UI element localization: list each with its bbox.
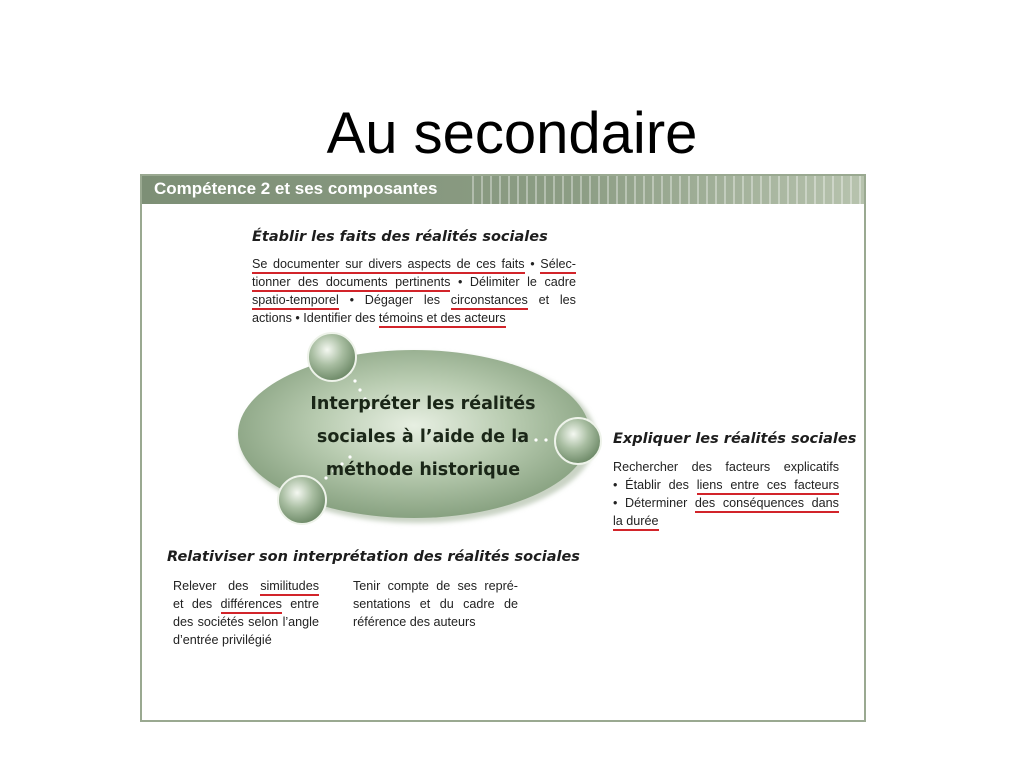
underline-la-duree: la durée xyxy=(613,514,659,531)
bottom-c1-l2-start: et des xyxy=(173,597,221,611)
underline-similitudes: similitudes xyxy=(260,579,319,596)
right-line-3 xyxy=(613,494,839,512)
bottom-c1-l2-end: entre xyxy=(281,597,319,611)
bottom-c1-line-2 xyxy=(173,595,319,613)
bottom-col-2-text xyxy=(353,577,518,631)
underline-consequences: des conséquences dans xyxy=(695,496,839,513)
top-l3-mid: • Dégager les xyxy=(338,293,451,307)
underline-temoins-acteurs: témoins et des acteurs xyxy=(379,311,506,328)
bottom-c1-line-4: d’entrée privilégié xyxy=(173,633,272,647)
right-section-title: Expliquer les réalités sociales xyxy=(613,431,857,447)
bottom-c2-line-1: Tenir compte de ses repré- xyxy=(353,579,518,593)
underline-se-documenter: Se documenter sur divers aspects de ces faits xyxy=(252,257,525,274)
box-header-title: Compétence 2 et ses composantes xyxy=(154,179,438,198)
center-line-3: méthode historique xyxy=(325,460,521,480)
top-line-2 xyxy=(252,273,576,291)
top-l4-start: actions • Identifier des xyxy=(252,311,379,325)
bottom-col-1-text xyxy=(173,577,319,649)
node-top xyxy=(308,333,356,381)
right-line-2 xyxy=(613,476,839,494)
bottom-section-title: Relativiser son interprétation des réalités sociales xyxy=(167,549,580,565)
underline-liens-facteurs: liens entre ces facteurs xyxy=(697,478,839,495)
slide-title: Au secondaire xyxy=(326,101,698,166)
right-l3-start: • Déterminer xyxy=(613,496,695,510)
bottom-c1-line-3: des sociétés selon l’angle xyxy=(173,615,319,629)
underline-spatio-temporel: spatio-temporel xyxy=(252,293,339,310)
right-section-text xyxy=(613,458,839,530)
right-line-1: Rechercher des facteurs explicatifs xyxy=(613,460,839,474)
top-line-3 xyxy=(252,291,576,309)
top-section-text xyxy=(252,255,576,327)
underline-selec: Sélec- xyxy=(540,257,576,274)
right-l2-start: • Établir des xyxy=(613,478,697,492)
top-l1-bullet: • xyxy=(524,257,541,271)
bottom-c1-line-1 xyxy=(173,577,319,595)
bottom-c2-line-2: sentations et du cadre de xyxy=(353,597,518,611)
top-line-1 xyxy=(252,255,576,273)
underline-differences: différences xyxy=(221,597,282,614)
bottom-c1-l1-start: Relever des xyxy=(173,579,261,593)
center-label xyxy=(282,388,564,487)
top-l3-end: et les xyxy=(527,293,576,307)
right-line-4 xyxy=(613,512,839,530)
top-section-title: Établir les faits des réalités sociales xyxy=(252,229,548,245)
bottom-c2-line-3: référence des auteurs xyxy=(353,615,476,629)
center-line-1: Interpréter les réalités xyxy=(310,394,536,414)
underline-documents-pertinents: tionner des documents pertinents xyxy=(252,275,450,292)
top-line-4 xyxy=(252,309,576,327)
top-l2-rest: • Délimiter le cadre xyxy=(450,275,576,289)
underline-circonstances: circonstances xyxy=(451,293,528,310)
center-line-2: sociales à l’aide de la xyxy=(316,427,530,447)
